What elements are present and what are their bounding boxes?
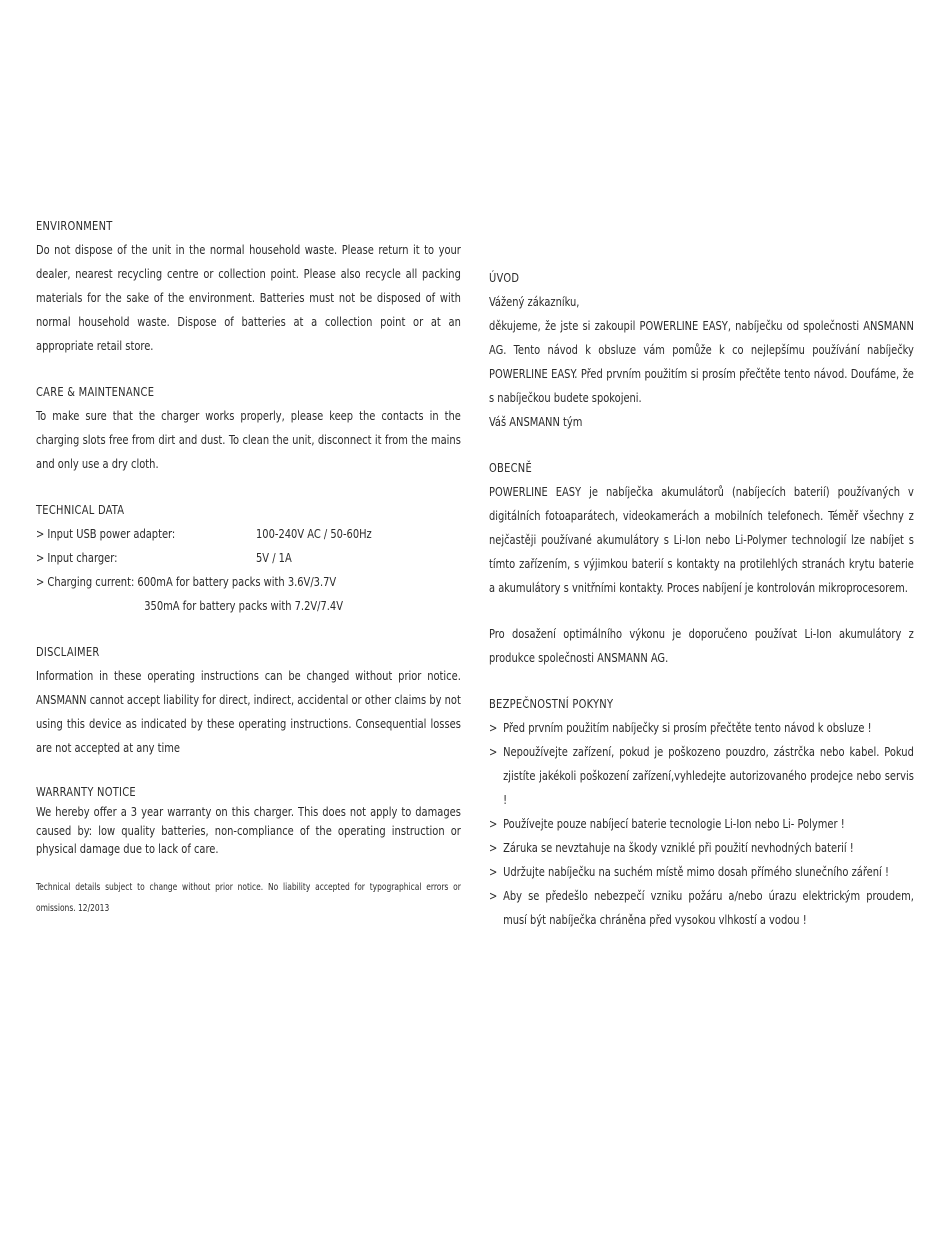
bullet-marker: > (489, 816, 498, 831)
list-item-text: Udržujte nabíječku na suchém místě mimo dosah přímého slunečního záření ! (503, 864, 889, 879)
list-item (489, 740, 914, 812)
safety-list (489, 716, 914, 932)
disclaimer-text: Information in these operating instructions can be changed without prior notice. ANSMANN cannot accept liability for direct, indirect, accidental or other claims by not using this device as indicated by these operating instructions. Consequential losses are not accepted at any time (36, 668, 461, 755)
technical-row (36, 522, 461, 546)
list-item-text: Nepoužívejte zařízení, pokud je poškozeno pouzdro, zástrčka nebo kabel. Pokud zjistíte jakékoli poškození zařízení,vyhledejte autorizovaného prodejce nebo servis ! (503, 744, 914, 807)
charging-current-line-2: 350mA for battery packs with 7.2V/7.4V (144, 598, 343, 613)
technical-label: > Input USB power adapter: (36, 526, 176, 541)
intro-heading: ÚVOD (489, 270, 520, 285)
warranty-text: We hereby offer a 3 year warranty on this charger. This does not apply to damages caused by: low quality batteries, non-compliance of the operating instruction or physical damage due to lack of care. (36, 804, 461, 856)
right-column (489, 266, 914, 932)
disclaimer-heading: DISCLAIMER (36, 644, 100, 659)
footnote: Technical details subject to change without prior notice. No liability accepted for typographical errors or omissions. 12/2013 (36, 881, 461, 914)
list-item (489, 836, 914, 860)
intro-signature: Váš ANSMANN tým (489, 414, 583, 429)
technical-value: 5V / 1A (256, 550, 292, 565)
list-item (489, 860, 914, 884)
care-heading: CARE & MAINTENANCE (36, 384, 155, 399)
list-item (489, 884, 914, 932)
general-heading: OBECNĚ (489, 460, 532, 475)
general-text-2: Pro dosažení optimálního výkonu je doporučeno používat Li-Ion akumulátory z produkce společnosti ANSMANN AG. (489, 626, 914, 665)
technical-row (36, 546, 461, 570)
general-text: POWERLINE EASY je nabíječka akumulátorů (nabíjecích baterií) používaných v digitálních fotoaparátech, videokamerách a mobilních telefonech. Téměř všechny z nejčastěji používané akumulátory s Li-Ion nebo Li-Polymer technologií lze nabíjet s tímto zařízením, s výjimkou baterií s kontakty na protilehlých stranách krytu baterie a akumulátory s vnitřními kontakty. Proces nabíjení je kontrolován mikroprocesorem. (489, 484, 914, 595)
list-item-text: Záruka se nevztahuje na škody vzniklé při použití nevhodných baterií ! (503, 840, 854, 855)
bullet-marker: > (489, 840, 498, 855)
list-item (489, 716, 914, 740)
environment-text: Do not dispose of the unit in the normal household waste. Please return it to your dealer, nearest recycling centre or collection point. Please also recycle all packing materials for the sake of the environment. Batteries must not be disposed of with normal household waste. Dispose of batteries at a collection point or at an appropriate retail store. (36, 242, 461, 353)
bullet-marker: > (489, 744, 498, 759)
bullet-marker: > (489, 720, 498, 735)
technical-value: 100-240V AC / 50-60Hz (256, 526, 372, 541)
intro-text: děkujeme, že jste si zakoupil POWERLINE EASY, nabíječku od společnosti ANSMANN AG. Tento návod k obsluze vám pomůže k co nejlepšímu používání nabíječky POWERLINE EASY. Před prvním použitím si prosím přečtěte tento návod. Doufáme, že s nabíječkou budete spokojeni. (489, 318, 914, 405)
technical-label: > Input charger: (36, 550, 118, 565)
left-column (36, 214, 461, 919)
list-item-text: Používejte pouze nabíjecí baterie tecnologie Li-Ion nebo Li- Polymer ! (503, 816, 845, 831)
environment-heading: ENVIRONMENT (36, 218, 113, 233)
bullet-marker: > (489, 864, 498, 879)
list-item-text: Před prvním použitím nabíječky si prosím přečtěte tento návod k obsluze ! (503, 720, 872, 735)
charging-current-line: > Charging current: 600mA for battery packs with 3.6V/3.7V (36, 574, 337, 589)
list-item-text: Aby se předešlo nebezpečí vzniku požáru a/nebo úrazu elektrickým proudem, musí být nabíječka chráněna před vysokou vlhkostí a vodou ! (503, 888, 914, 927)
care-text: To make sure that the charger works properly, please keep the contacts in the charging slots free from dirt and dust. To clean the unit, disconnect it from the mains and only use a dry cloth. (36, 408, 461, 471)
safety-heading: BEZPEČNOSTNÍ POKYNY (489, 696, 614, 711)
list-item (489, 812, 914, 836)
bullet-marker: > (489, 888, 498, 903)
intro-greeting: Vážený zákazníku, (489, 294, 580, 309)
technical-heading: TECHNICAL DATA (36, 502, 125, 517)
warranty-heading: WARRANTY NOTICE (36, 784, 136, 799)
